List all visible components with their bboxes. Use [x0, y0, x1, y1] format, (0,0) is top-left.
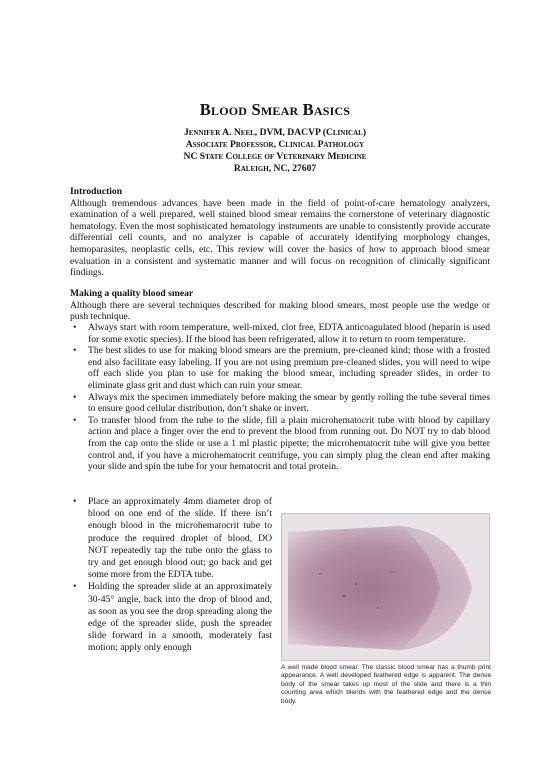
bullet-icon: • [73, 391, 77, 403]
bullet-text: Holding the spreader slide at an approximately 30-45° angle, back into the drop of blood and, as soon as you see the drop spreading along the edge of the spreader slide, push the spreader slide forward in a smooth, moderately fast motion; apply only enough [88, 581, 272, 654]
bullet-text: Place an approximately 4mm diameter drop of blood on one end of the slide. If there isn’t enough blood in the microhematocrit tube to produce the required droplet of blood, DO NOT repeatedly tap the tube onto the glass to try and get enough blood out; go back and get some more from the EDTA tube. [88, 496, 272, 581]
list-item [70, 322, 490, 345]
author-institution: NC State College of Veterinary Medicine [183, 151, 367, 162]
blood-smear-photo [281, 513, 490, 661]
list-item [70, 345, 490, 391]
author-name: Jennifer A. Neel, DVM, DACVP (Clinical) [183, 127, 367, 138]
smear-section [70, 288, 490, 323]
bullet-icon: • [73, 496, 77, 507]
figure-caption: A well made blood smear. The classic blood smear has a thumb print appearance. A well developed feathered edge is apparent. The dense body of the smear takes up most of the slide and there is a thin counting area which blends with the feathered edge and the dense body. [281, 664, 491, 705]
smear-intro-paragraph: Although there are several techniques described for making blood smears, most people use the wedge or push technique. [70, 299, 490, 323]
list-item [70, 496, 272, 581]
bullet-text: To transfer blood from the tube to the slide, fill a plain microhematocrit tube with blood by capillary action and place a finger over the end to prevent the blood from running out. Do NOT try to dab blood from the cap onto the slide or use a 1 ml plastic pipette; the microhematocrit tube will give you better control and, if you have a microhematocrit centrifuge, you can simply plug the clean end after making your slide and spin the tube for your hematocrit and total protein. [88, 414, 490, 473]
smear-bullet-list [70, 322, 490, 473]
bullet-text: Always start with room temperature, well-mixed, clot free, EDTA anticoagulated blood (heparin is used for some exotic species). If the blood has been refrigerated, allow it to return to room temperature. [88, 322, 490, 345]
bullet-icon: • [73, 414, 77, 426]
introduction-heading: Introduction [70, 186, 123, 197]
bullet-icon: • [73, 581, 77, 593]
bullet-text: Always mix the specimen immediately before making the smear by gently rolling the tube several times to ensure good cellular distribution, don’t shake or invert. [88, 391, 490, 415]
bullet-icon: • [73, 322, 77, 333]
smear-bullet-list-narrow [70, 496, 272, 655]
introduction-paragraph: Although tremendous advances have been made in the field of point-of-care hematology analyzers, examination of a well prepared, well stained blood smear remains the cornerstone of veterinary diagnostic hematology. Even the most sophisticated hematology instruments are unable to consistently provide accurate differential cell counts, and no analyzer is capable of accurately identifying morphology changes, hemoparasites, neoplastic cells, etc. This review will cover the basics of how to approach blood smear evaluation in a consistent and systematic manner and will focus on recognition of clinically significant findings. [70, 197, 490, 279]
list-item [70, 415, 490, 473]
bullet-icon: • [73, 345, 77, 357]
author-position: Associate Professor, Clinical Pathology [185, 139, 365, 150]
list-item [70, 392, 490, 415]
document-title: Blood Smear Basics [199, 100, 351, 119]
author-location: Raleigh, NC, 27607 [233, 163, 317, 174]
list-item [70, 581, 272, 654]
blood-smear-image [282, 514, 489, 660]
smear-heading: Making a quality blood smear [70, 288, 194, 299]
bullet-text: The best slides to use for making blood smears are the premium, pre-cleaned kind; those with a frosted end also facilitate easy labeling. If you are not using premium pre-cleaned slides, you will need to wipe off each slide you plan to use for making the blood smear, including spreader slides, in order to eliminate glass grit and dust which can ruin your smear. [88, 345, 490, 391]
introduction-section [70, 186, 490, 279]
